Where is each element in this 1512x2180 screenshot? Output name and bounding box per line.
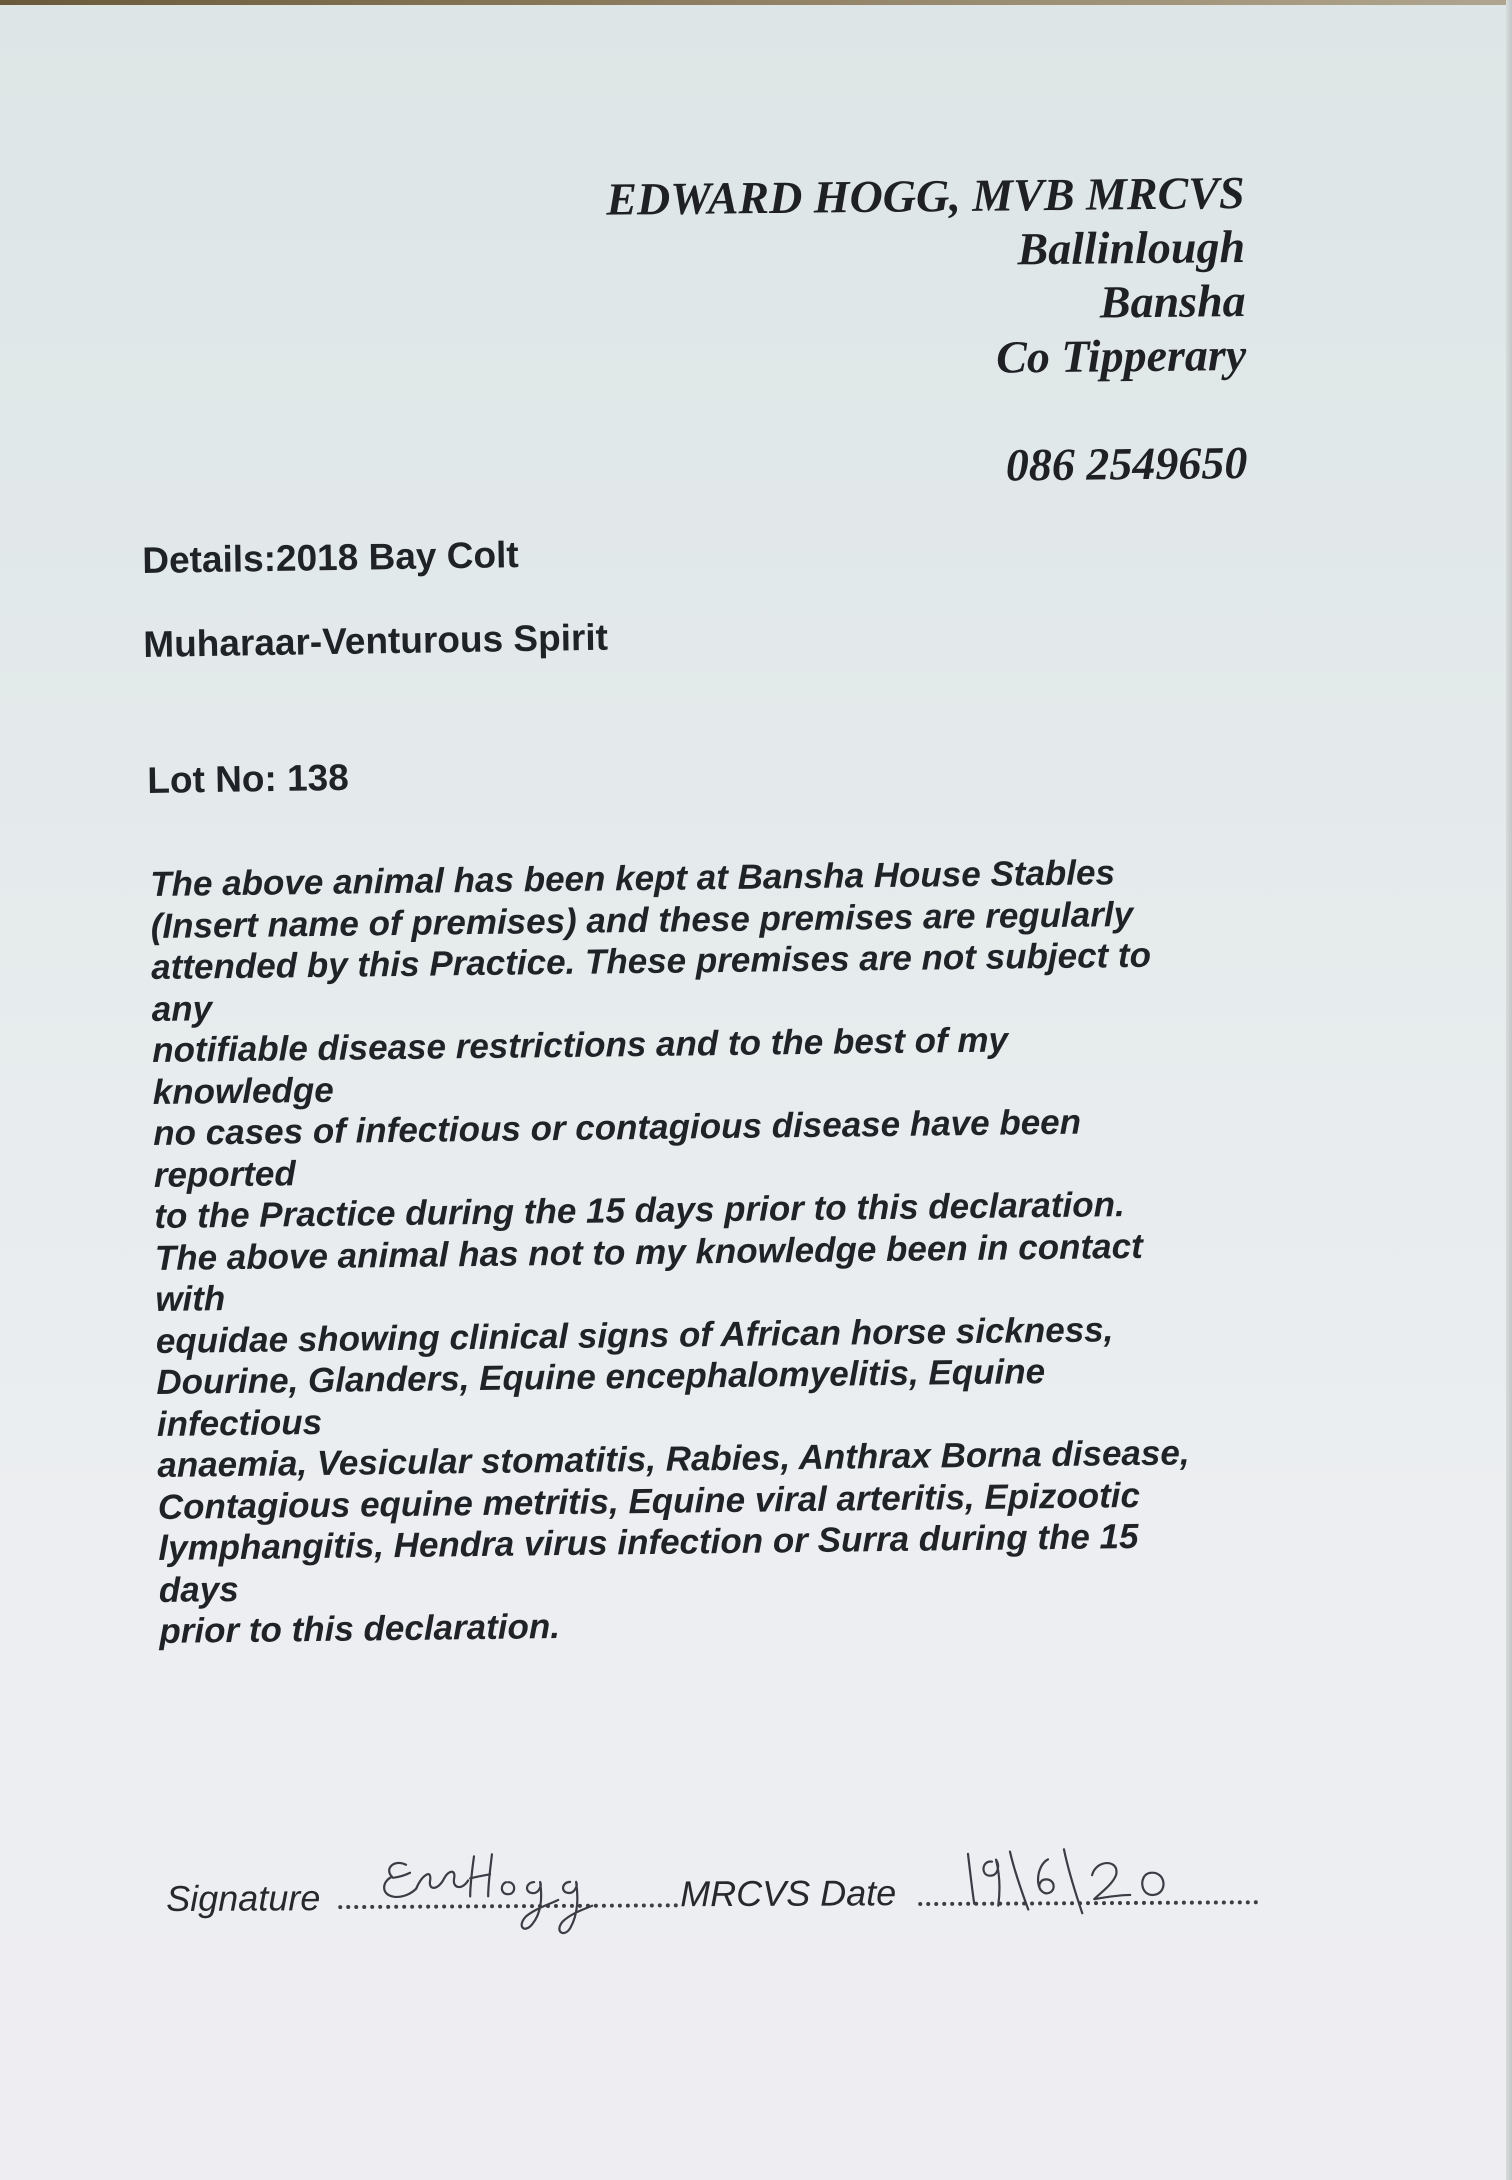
declaration-line: with [155,1279,226,1319]
page-right-edge [1506,0,1512,2180]
letterhead [606,166,1248,497]
declaration-line: reported [153,1153,296,1195]
declaration-text [150,851,1192,1652]
handwritten-signature [366,1833,667,1955]
declaration-line: days [158,1569,239,1610]
declaration-line: to the Practice during the 15 days prior to this declaration. [154,1185,1125,1236]
signature-label: Signature [166,1877,321,1919]
declaration-line: equidae showing clinical signs of African horse sickness, [155,1309,1114,1361]
declaration-line: any [151,988,213,1029]
declaration-line: infectious [156,1402,323,1444]
declaration-line: (Insert name of premises) and these premises are regularly [150,894,1134,946]
horse-parentage: Muharaar-Venturous Spirit [143,616,609,665]
lot-number: Lot No: 138 [147,756,350,801]
declaration-line: notifiable disease restrictions and to the best of my [152,1020,1009,1070]
declaration-line: anaemia, Vesicular stomatitis, Rabies, Anthrax Borna disease, [157,1433,1190,1485]
address-line-1: Ballinlough [1017,220,1246,275]
phone-number: 086 2549650 [1005,436,1248,491]
declaration-line: Contagious equine metritis, Equine viral arteritis, Epizootic [157,1475,1141,1527]
declaration-line: The above animal has not to my knowledge been in contact [154,1226,1143,1278]
address-line-2: Bansha [1099,274,1246,328]
page-top-edge [0,0,1512,5]
handwritten-date [936,1835,1217,1936]
mrcvs-date-label: MRCVS Date [680,1872,897,1915]
declaration-line: lymphangitis, Hendra virus infection or Surra during the 15 [158,1516,1139,1568]
horse-details: Details:2018 Bay Colt [142,534,519,581]
address-line-3: Co Tipperary [995,328,1247,383]
declaration-line: no cases of infectious or contagious disease have been [153,1102,1082,1153]
declaration-line: The above animal has been kept at Bansha House Stables [150,853,1116,904]
signature-row [166,1856,1266,1952]
declaration-line: prior to this declaration. [159,1607,561,1651]
declaration-line: attended by this Practice. These premises are not subject to [151,935,1152,987]
declaration-line: knowledge [152,1070,334,1112]
vet-name: EDWARD HOGG, MVB MRCVS [605,166,1245,225]
declaration-line: Dourine, Glanders, Equine encephalomyelitis, Equine [156,1352,1046,1402]
